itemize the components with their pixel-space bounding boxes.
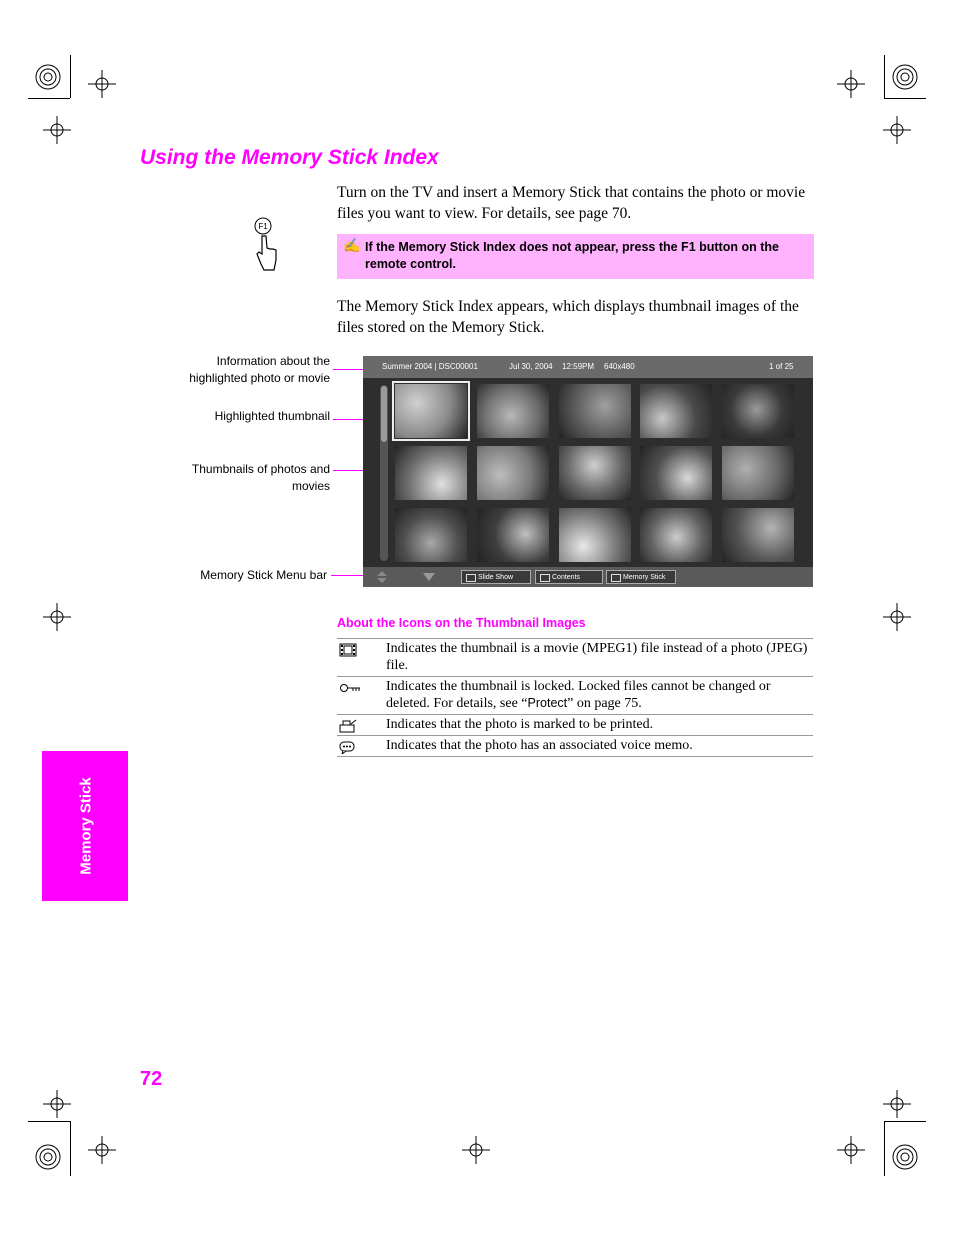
scrollbar[interactable] [380,385,388,561]
menu-bar [363,567,813,587]
note-text: If the Memory Stick Index does not appear, press the F1 button on the remote control. [365,240,779,271]
thumbnail[interactable] [640,446,712,500]
time-label: 12:59PM [562,362,595,371]
page-title: Using the Memory Stick Index [140,146,439,169]
scroll-thumb[interactable] [381,386,387,442]
thumbnail[interactable] [395,446,467,500]
memory-stick-index-screen [363,356,813,587]
thumbnail[interactable] [722,508,794,562]
key-icon [339,681,361,695]
film-icon [339,643,357,657]
callout-thumbnails: Thumbnails of photos and movies [191,462,330,493]
thumbnail[interactable] [477,508,549,562]
voice-memo-icon [339,740,357,754]
count-label: 1 of 25 [769,362,794,371]
icon-row-voice-text: Indicates that the photo has an associated voice memo. [386,738,693,753]
icons-table [337,638,813,757]
info-bar [363,356,813,378]
album-label: Summer 2004 | DSC00001 [382,362,478,371]
thumbnail[interactable] [477,446,549,500]
thumbnail[interactable] [559,446,631,500]
callout-highlighted: Highlighted thumbnail [214,409,330,423]
thumbnail[interactable] [722,384,794,438]
highlighted-thumbnail[interactable] [395,384,467,438]
slideshow-icon [466,574,476,582]
remote-hand-icon [252,216,282,274]
remote-button-label: F1 [258,222,268,231]
icon-row-voice [337,735,813,757]
slideshow-button[interactable] [461,570,531,584]
icon-row-locked [337,676,813,714]
folder-icon [540,574,550,582]
index-description: The Memory Stick Index appears, which displays thumbnail images of the files stored on the Memory Stick. [337,298,799,336]
contents-label: Contents [552,574,581,581]
memory-stick-button[interactable] [606,570,676,584]
memory-stick-icon [611,574,621,582]
side-tab [42,751,128,901]
protect-link-text: Protect [527,696,568,710]
icon-row-locked-text: Indicates the thumbnail is locked. Locked files cannot be changed or deleted. For details, see “ [386,679,771,711]
note-box [337,234,814,279]
icon-row-print-text: Indicates that the photo is marked to be printed. [386,717,654,732]
printer-icon [339,719,357,733]
pencil-icon: ✍ [343,237,361,253]
thumbnail[interactable] [640,508,712,562]
thumbnail[interactable] [477,384,549,438]
icon-row-movie-text: Indicates the thumbnail is a movie (MPEG1) file instead of a photo (JPEG) file. [386,641,808,673]
slideshow-label: Slide Show [478,574,514,581]
contents-button[interactable] [535,570,603,584]
thumbnail[interactable] [559,508,631,562]
down-arrow-icon[interactable] [421,571,437,583]
memory-stick-label: Memory Stick [623,574,666,581]
icon-row-locked-text-end: ” on page 75. [567,696,642,711]
thumbnail[interactable] [722,446,794,500]
thumbnail[interactable] [640,384,712,438]
callout-info: Information about the highlighted photo or movie [189,354,330,385]
intro-text: Turn on the TV and insert a Memory Stick that contains the photo or movie files you want to view. For details, see page 70. [337,184,806,222]
side-tab-label: Memory Stick [77,777,95,875]
thumbnail[interactable] [395,508,467,562]
date-label: Jul 30, 2004 [509,362,553,371]
resolution-label: 640x480 [604,362,635,371]
icons-section-heading: About the Icons on the Thumbnail Images [337,616,586,630]
page-number: 72 [140,1068,163,1090]
thumbnail[interactable] [559,384,631,438]
callout-menubar: Memory Stick Menu bar [200,568,327,582]
up-down-arrow-icon[interactable] [375,570,389,584]
icon-row-movie [337,638,813,676]
icon-row-print [337,714,813,735]
